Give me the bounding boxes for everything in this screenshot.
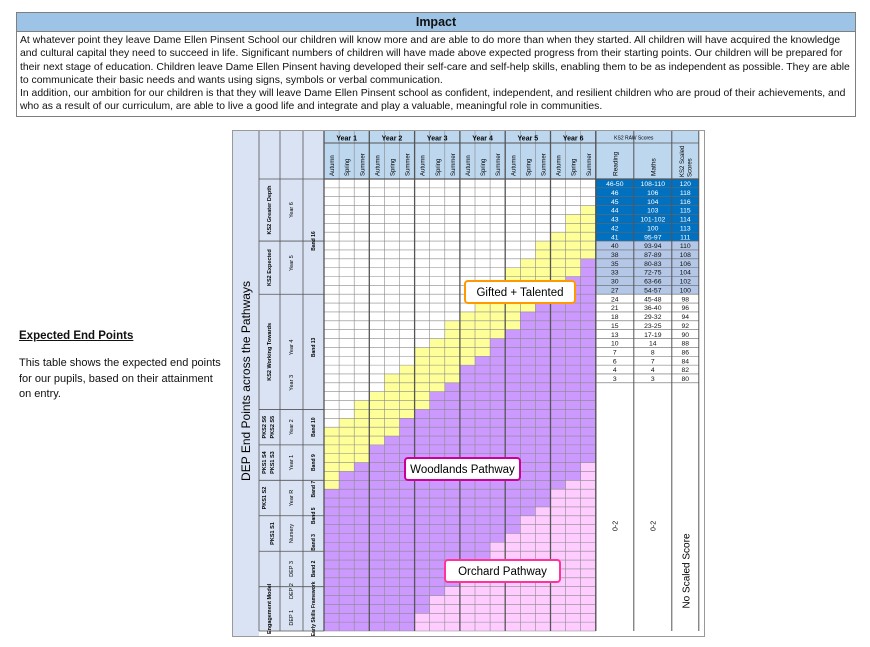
term-header: Autumn: [375, 155, 382, 176]
score-cell: 116: [679, 198, 691, 206]
score-cell: 38: [611, 251, 619, 259]
term-header: Spring: [481, 158, 488, 176]
score-cell: 80-83: [644, 260, 662, 268]
woodlands-cells: [520, 312, 535, 516]
term-header: Autumn: [465, 155, 472, 176]
score-cell: 104: [647, 198, 659, 206]
score-cell: 46: [611, 189, 619, 197]
score-cell: 8: [650, 349, 655, 357]
low-score-cell: 0-2: [650, 520, 658, 531]
stage-label: KS2 Expected: [267, 249, 273, 286]
scaled-scores-header-line-1: KS2 Scaled: [679, 145, 686, 177]
score-cell: 86: [681, 349, 690, 357]
term-header: Autumn: [420, 155, 427, 176]
score-cell: 106: [647, 189, 659, 197]
term-header: Summer: [586, 153, 593, 176]
stage-label: PKS1 S4: [262, 451, 268, 474]
score-cell: 113: [679, 225, 691, 233]
score-cell: 114: [679, 216, 691, 224]
score-cell: 72-75: [644, 269, 662, 277]
woodlands-cells: [581, 259, 596, 463]
term-header: Spring: [390, 158, 397, 176]
score-cell: 24: [611, 296, 619, 304]
gifted-cells: [445, 321, 460, 383]
score-cell: 100: [647, 225, 659, 233]
orchard-cells: [445, 587, 460, 631]
score-cell: 104: [679, 269, 691, 277]
impact-title: Impact: [17, 13, 855, 32]
score-cell: 7: [650, 358, 655, 366]
score-cell: 17-19: [644, 331, 662, 339]
score-cell: 95-97: [644, 234, 662, 242]
gifted-cells: [415, 347, 430, 409]
term-header: Summer: [405, 153, 412, 176]
score-cell: 30: [611, 278, 619, 286]
stage-label: Engagement Model: [267, 583, 273, 635]
stage-label: PKS2 S6: [262, 415, 268, 439]
score-cell: 93-94: [644, 243, 662, 251]
stage-label: PKS1 S2: [262, 486, 268, 510]
stage-label: KS2 Greater Depth: [267, 185, 273, 235]
score-cell: 45-48: [644, 296, 662, 304]
score-cell: 88: [681, 340, 690, 348]
score-cell: 115: [679, 207, 691, 215]
score-cell: 23-25: [644, 322, 662, 330]
score-cell: 108: [679, 251, 691, 259]
chart-svg: [233, 131, 704, 636]
impact-body: [17, 32, 855, 116]
score-cell: 45: [611, 198, 619, 206]
score-column-header-maths: Maths: [650, 158, 658, 176]
score-cell: 92: [681, 322, 690, 330]
score-cell: 100: [679, 287, 691, 295]
year-label: Year 5: [289, 255, 295, 272]
gifted-cells: [566, 214, 581, 276]
woodlands-cells: [535, 303, 550, 507]
woodlands-cells: [369, 445, 384, 631]
score-cell: 41: [611, 234, 619, 242]
score-cell: 14: [649, 340, 657, 348]
term-header: Spring: [435, 158, 442, 176]
year-label: DEP 3: [289, 561, 295, 577]
dep-end-points-chart: [232, 130, 705, 637]
score-cell: 7: [612, 349, 617, 357]
year-label: Year 4: [289, 339, 295, 356]
gifted-cells: [384, 374, 399, 436]
score-cell: 27: [611, 287, 619, 295]
score-cell: 3: [612, 376, 617, 384]
woodlands-cells: [566, 276, 581, 480]
score-cell: 98: [681, 296, 690, 304]
chart-title: DEP End Points across the Pathways: [239, 281, 253, 481]
no-scaled-score-label: No Scaled Score: [681, 533, 693, 609]
score-cell: 110: [679, 243, 691, 251]
term-header: Autumn: [511, 155, 518, 176]
score-cell: 90: [681, 331, 690, 339]
stage-label: PKS2 S5: [270, 415, 276, 439]
term-header: Summer: [541, 153, 548, 176]
term-header: Summer: [360, 153, 367, 176]
score-cell: 84: [681, 358, 690, 366]
score-cell: 111: [680, 234, 691, 242]
orchard-pathway-label: Orchard Pathway: [458, 566, 547, 578]
band-label: Band 13: [311, 337, 317, 358]
score-cell: 40: [611, 243, 619, 251]
year-label: Year R: [289, 489, 295, 507]
term-header: Spring: [526, 158, 533, 176]
score-cell: 43: [611, 216, 619, 224]
band-label: Band 5: [311, 507, 317, 525]
score-cell: 106: [679, 260, 691, 268]
expected-end-points-description: This table shows the expected end points for our pupils, based on their attainment on entry.: [19, 357, 221, 400]
score-cell: 33: [611, 269, 619, 277]
term-header: Spring: [345, 158, 352, 176]
band-label: Band 10: [311, 417, 317, 437]
score-cell: 42: [611, 225, 619, 233]
year-label: Nursery: [289, 523, 295, 544]
gifted-talented-label: Gifted + Talented: [476, 287, 564, 299]
score-cell: 102: [679, 278, 691, 286]
score-cell: 4: [650, 367, 655, 375]
year-header-4: Year 4: [472, 135, 493, 143]
score-cell: 96: [681, 305, 690, 313]
woodlands-cells: [445, 383, 460, 587]
woodlands-cells: [415, 409, 430, 613]
impact-paragraph-2: In addition, our ambition for our children is that they will leave Dame Ellen Pinsent school as confident, independent, and resilient children who are proud of their achievements, and who as a result of our curriculum, are able to live a good life and integrate and play a valuable, meaningful role in communities.: [20, 88, 846, 113]
score-cell: 87-89: [644, 251, 662, 259]
score-cell: 13: [611, 331, 619, 339]
band-label: Band 3: [311, 534, 317, 551]
score-cell: 10: [611, 340, 619, 348]
score-cell: 44: [611, 207, 619, 215]
year-label: Year 3: [289, 374, 295, 391]
stage-label: PKS1 S3: [270, 451, 276, 474]
orchard-cells: [566, 480, 581, 631]
gifted-cells: [354, 401, 369, 463]
year-header-5: Year 5: [517, 135, 539, 143]
score-cell: 29-32: [644, 314, 662, 322]
score-cell: 6: [612, 358, 617, 366]
year-header-6: Year 6: [562, 135, 584, 143]
year-label: DEP 1: [289, 609, 295, 626]
gifted-cells: [324, 427, 339, 489]
stage-label: KS2 Working Towards: [267, 322, 273, 381]
score-cell: 36-40: [644, 305, 662, 313]
score-cell: 21: [611, 305, 619, 313]
score-cell: 63-66: [644, 278, 662, 286]
term-header: Autumn: [330, 155, 337, 176]
year-header-3: Year 3: [426, 135, 448, 143]
term-header: Spring: [571, 158, 578, 176]
expected-end-points-heading: Expected End Points: [19, 330, 134, 342]
score-column-header-reading: Reading: [612, 151, 620, 176]
year-label: Year 1: [289, 454, 295, 471]
band-label: Early Skills Framework: [311, 581, 317, 636]
scaled-scores-header-line-2: Scores: [687, 158, 694, 177]
year-header-1: Year 1: [336, 135, 357, 143]
score-cell: 101-102: [640, 216, 666, 224]
score-cell: 18: [611, 314, 619, 322]
band-label: Band 16: [311, 231, 317, 251]
score-cell: 108-110: [640, 181, 666, 189]
year-label: Year 6: [289, 202, 295, 218]
score-cell: 35: [611, 260, 619, 268]
score-cell: 94: [681, 314, 690, 322]
score-cell: 120: [679, 181, 691, 189]
woodlands-cells: [551, 285, 566, 489]
impact-paragraph-1: At whatever point they leave Dame Ellen Pinsent School our children will know more and are able to do more than when they started. All children will have acquired the knowledge and cultural capital they need to succeed in life. Significant numbers of children will have made above expected progress from their starting points. Our children will be prepared for their next stage of education. Children leave Dame Ellen Pinsent having developed their self-care and self-help skills, enabling them to be as independent as possible. They are able to communicate their basic needs and wants using signs, symbols or verbal communication.: [20, 35, 850, 86]
score-cell: 46-50: [606, 181, 624, 189]
woodlands-cells: [430, 392, 445, 596]
score-cell: 54-57: [644, 287, 662, 295]
low-score-cell: 0-2: [612, 520, 620, 531]
term-header: Summer: [450, 153, 457, 176]
year-header-2: Year 2: [381, 135, 403, 143]
woodlands-pathway-label: Woodlands Pathway: [410, 464, 515, 476]
woodlands-cells: [354, 463, 369, 631]
score-cell: 15: [611, 322, 619, 330]
term-header: Autumn: [556, 155, 563, 176]
impact-section: [16, 12, 856, 117]
score-cell: 118: [679, 189, 691, 197]
band-label: Band 9: [311, 454, 317, 471]
year-label: Year 2: [289, 419, 295, 436]
ks2-raw-scores-header: KS2 RAW Scores: [614, 135, 654, 142]
score-cell: 3: [650, 376, 655, 384]
stage-label: PKS1 S1: [270, 522, 276, 545]
year-label: DEP 2: [289, 583, 295, 600]
band-label: Band 2: [311, 560, 317, 578]
orchard-cells: [581, 463, 596, 631]
score-cell: 80: [681, 376, 690, 384]
score-cell: 4: [612, 367, 617, 375]
woodlands-cells: [490, 339, 505, 543]
score-cell: 82: [681, 367, 690, 375]
band-label: Band 7: [311, 480, 317, 498]
score-cell: 103: [647, 207, 659, 215]
woodlands-cells: [505, 330, 520, 534]
term-header: Summer: [496, 153, 503, 176]
